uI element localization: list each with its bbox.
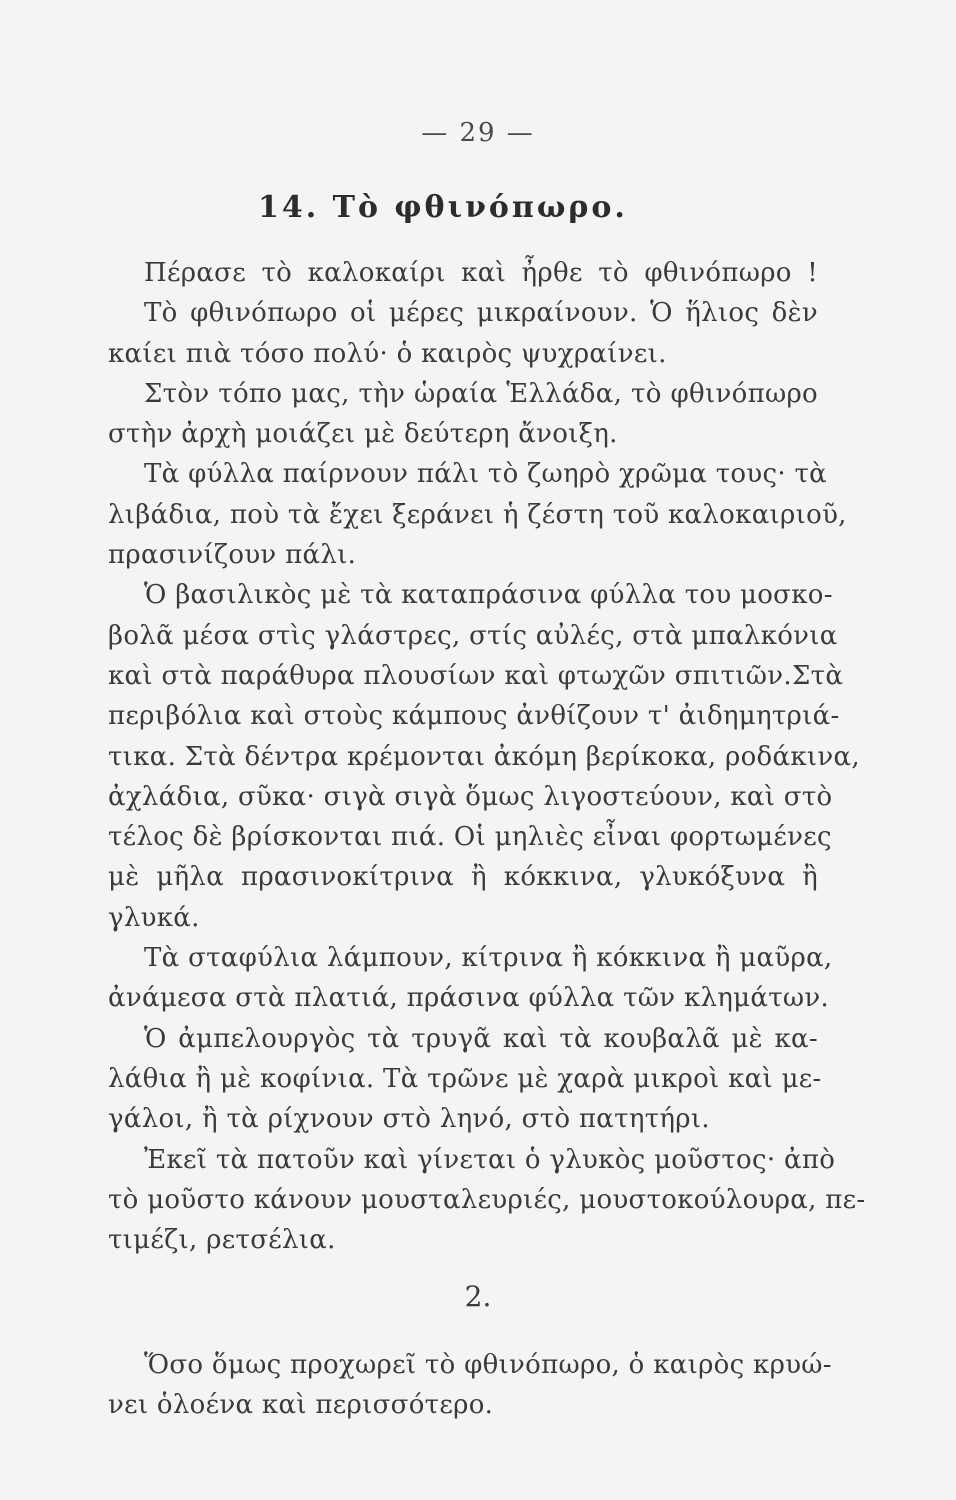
page-number: — 29 —	[421, 118, 535, 148]
text-line: πρασινίζουν πάλι.	[108, 540, 357, 571]
text-line: Τὸ φθινόπωρο οἱ μέρες μικραίνουν. Ὁ ἥλιος δὲν	[144, 298, 818, 329]
text-line: περιβόλια καὶ στοὺς κάμπους ἀνθίζουν τ' ἀιδημητριά-	[108, 701, 840, 732]
text-line: Ὁ βασιλικὸς μὲ τὰ καταπράσινα φύλλα του μοσκο-	[144, 580, 833, 611]
text-line: μὲ μῆλα πρασινοκίτρινα ἢ κόκκινα, γλυκόξυνα ἢ	[108, 862, 818, 893]
text-line: στὴν ἀρχὴ μοιάζει μὲ δεύτερη ἄνοιξη.	[108, 419, 618, 450]
text-line: Στὸν τόπο μας, τὴν ὡραία Ἑλλάδα, τὸ φθινόπωρο	[144, 378, 818, 409]
text-line: καίει πιὰ τόσο πολύ· ὁ καιρὸς ψυχραίνει.	[108, 338, 667, 369]
text-line: τέλος δὲ βρίσκονται πιά. Οἱ μηλιὲς εἶναι φορτωμένες	[108, 822, 832, 853]
text-line: ἀνάμεσα στὰ πλατιά, πράσινα φύλλα τῶν κλημάτων.	[108, 983, 830, 1014]
text-line: λάθια ἢ μὲ κοφίνια. Τὰ τρῶνε μὲ χαρὰ μικροὶ καὶ με-	[108, 1063, 822, 1094]
text-line: Τὰ φύλλα παίρνουν πάλι τὸ ζωηρὸ χρῶμα τους· τὰ	[144, 459, 828, 490]
text-line: τιμέζι, ρετσέλια.	[108, 1225, 336, 1256]
text-line: Ὁ ἀμπελουργὸς τὰ τρυγᾶ καὶ τὰ κουβαλᾶ μὲ κα-	[144, 1023, 818, 1054]
text-line: νει ὁλοένα καὶ περισσότερο.	[108, 1390, 494, 1421]
text-line: γάλοι, ἢ τὰ ρίχνουν στὸ ληνό, στὸ πατητήρι.	[108, 1104, 710, 1135]
section-number: 2.	[464, 1280, 492, 1313]
text-line: Τὰ σταφύλια λάμπουν, κίτρινα ἢ κόκκινα ἢ μαῦρα,	[144, 943, 833, 974]
text-line: τικα. Στὰ δέντρα κρέμονται ἀκόμη βερίκοκα, ροδάκινα,	[108, 741, 860, 772]
text-line: λιβάδια, ποὺ τὰ ἔχει ξεράνει ἡ ζέστη τοῦ καλοκαιριοῦ,	[108, 499, 847, 530]
text-line: Ἐκεῖ τὰ πατοῦν καὶ γίνεται ὁ γλυκὸς μοῦστος· ἀπὸ	[144, 1144, 836, 1175]
chapter-title: 14. Τὸ φθινόπωρο.	[258, 190, 628, 225]
text-line: ἀχλάδια, σῦκα· σιγὰ σιγὰ ὅμως λιγοστεύουν, καὶ στὸ	[108, 781, 833, 812]
text-line: Πέρασε τὸ καλοκαίρι καὶ ἦρθε τὸ φθινόπωρο !	[144, 258, 818, 288]
text-line: Ὅσο ὅμως προχωρεῖ τὸ φθινόπωρο, ὁ καιρὸς κρυώ-	[144, 1350, 832, 1380]
text-line: τὸ μοῦστο κάνουν μουσταλευριές, μουστοκούλουρα, πε-	[108, 1184, 866, 1215]
text-line: γλυκά.	[108, 902, 200, 933]
section-2-body	[108, 1345, 832, 1426]
text-line: καὶ στὰ παράθυρα πλουσίων καὶ φτωχῶν σπιτιῶν.Στὰ	[108, 660, 844, 691]
chapter-body	[108, 253, 866, 1260]
text-line: βολᾶ μέσα στὶς γλάστρες, στίς αὐλές, στὰ μπαλκόνια	[108, 620, 838, 651]
